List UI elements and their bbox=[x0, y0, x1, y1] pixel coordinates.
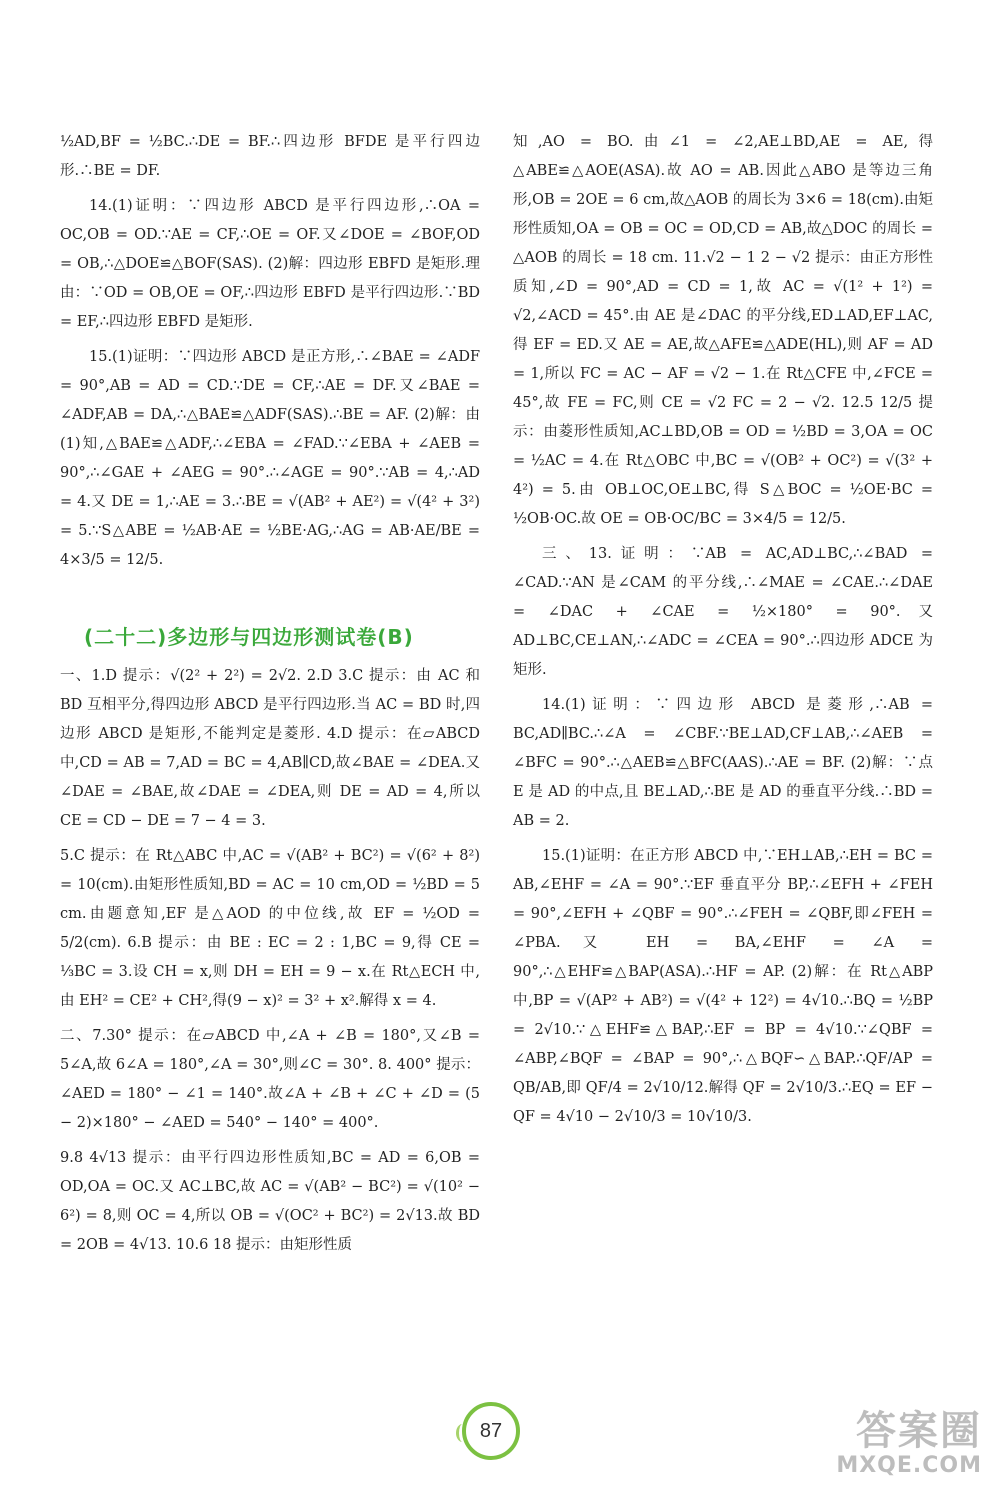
answer-paragraph: 15.(1)证明：∵四边形 ABCD 是正方形,∴∠BAE = ∠ADF = 90°,AB = AD = CD.∵DE = CF,∴AE = DF.又∠BAE = ∠ADF,AB = DA,∴△BAE≌△ADF(SAS).∴BE = AF. (2)解：由(1)知,△BAE≌△ADF,∴∠EBA = ∠FAD.∵∠EBA + ∠AEB = 90°,∴∠GAE + ∠AEG = 90°.∴∠AGE = 90°.∵AB = 4,∴AD = 4.又 DE = 1,∴AE = 3.∴BE = √(AB² + AE²) = √(4² + 3²) = 5.∵S△ABE = ½AB·AE = ½BE·AG,∴AG = AB·AE/BE = 4×3/5 = 12/5. bbox=[60, 349, 480, 568]
answer-paragraph: ½AD,BF = ½BC.∴DE = BF.∴四边形 BFDE 是平行四边形.∴BE = DF. bbox=[60, 134, 480, 179]
answer-paragraph: 一、1.D 提示：√(2² + 2²) = 2√2. 2.D 3.C 提示：由 AC 和 BD 互相平分,得四边形 ABCD 是平行四边形.当 AC = BD 时,四边形 ABCD 是矩形,不能判定是菱形. 4.D 提示：在▱ABCD 中,CD = AB = 7,AD = BC = 4,AB∥CD,故∠BAE = ∠DEA.又∠DAE = ∠BAE,故∠DAE = ∠DEA,则 DE = AD = 4,所以 CE = CD − DE = 7 − 4 = 3. bbox=[60, 668, 480, 829]
watermark bbox=[836, 1409, 982, 1478]
answer-paragraph: 14.(1)证明：∵四边形 ABCD 是菱形,∴AB = BC,AD∥BC.∴∠A = ∠CBF.∵BE⊥AD,CF⊥AB,∴∠AEB = ∠BFC = 90°.∴△AEB≌△BFC(AAS).∴AE = BF. (2)解：∵点 E 是 AD 的中点,且 BE⊥AD,∴BE 是 AD 的垂直平分线.∴BD = AB = 2. bbox=[513, 697, 933, 829]
watermark-logo-text: 答案圈 bbox=[856, 1408, 982, 1454]
section-title: (二十二)多边形与四边形测试卷(B) bbox=[84, 625, 414, 649]
left-column bbox=[60, 128, 480, 1266]
answer-paragraph: 15.(1)证明：在正方形 ABCD 中,∵EH⊥AB,∴EH = BC = AB,∠EHF = ∠A = 90°.∵EF 垂直平分 BP,∴∠EFH + ∠FEH = 90°,∠EFH + ∠QBF = 90°.∴∠FEH = ∠QBF,即∠FEH = ∠PBA.又 EH = BA,∠EHF = ∠A = 90°,∴△EHF≌△BAP(ASA).∴HF = AP. (2)解：在 Rt△ABP 中,BP = √(AP² + AB²) = √(4² + 12²) = 4√10.∴BQ = ½BP = 2√10.∵△EHF≌△BAP,∴EF = BP = 4√10.∵∠QBF = ∠ABP,∠BQF = ∠BAP = 90°,∴△BQF∽△BAP.∴QF/AP = QB/AB,即 QF/4 = 2√10/12.解得 QF = 2√10/3.∴EQ = EF − QF = 4√10 − 2√10/3 = 10√10/3. bbox=[513, 848, 933, 1125]
answer-paragraph: 9.8 4√13 提示：由平行四边形性质知,BC = AD = 6,OB = OD,OA = OC.又 AC⊥BC,故 AC = √(AB² − BC²) = √(10² − 6²) = 8,则 OC = 4,所以 OB = √(OC² + BC²) = 2√13.故 BD = 2OB = 4√13. 10.6 18 提示：由矩形性质 bbox=[60, 1150, 480, 1253]
watermark-url: MXQE.COM bbox=[836, 1453, 982, 1478]
right-column bbox=[513, 128, 933, 1138]
answer-paragraph: 二、7.30° 提示：在▱ABCD 中,∠A + ∠B = 180°,又∠B = 5∠A,故 6∠A = 180°,∠A = 30°,则∠C = 30°. 8. 400° 提示：∠AED = 180° − ∠1 = 140°.故∠A + ∠B + ∠C + ∠D = (5 − 2)×180° − ∠AED = 540° − 140° = 400°. bbox=[60, 1028, 480, 1131]
page-number bbox=[462, 1402, 520, 1460]
answer-paragraph: 14.(1)证明：∵四边形 ABCD 是平行四边形,∴OA = OC,OB = OD.∵AE = CF,∴OE = OF.又∠DOE = ∠BOF,OD = OB,∴△DOE≌△BOF(SAS). (2)解：四边形 EBFD 是矩形.理由：∵OD = OB,OE = OF,∴四边形 EBFD 是平行四边形.∵BD = EF,∴四边形 EBFD 是矩形. bbox=[60, 198, 480, 330]
answer-paragraph: 5.C 提示：在 Rt△ABC 中,AC = √(AB² + BC²) = √(6² + 8²) = 10(cm).由矩形性质知,BD = AC = 10 cm,OD = ½BD = 5 cm.由题意知,EF 是△AOD 的中位线,故 EF = ½OD = 5/2(cm). 6.B 提示：由 BE : EC = 2 : 1,BC = 9,得 CE = ⅓BC = 3.设 CH = x,则 DH = EH = 9 − x.在 Rt△ECH 中,由 EH² = CE² + CH²,得(9 − x)² = 3² + x².解得 x = 4. bbox=[60, 848, 480, 1009]
answer-paragraph: 知,AO = BO.由∠1 = ∠2,AE⊥BD,AE = AE,得△ABE≌△AOE(ASA).故 AO = AB.因此△ABO 是等边三角形,OB = 2OE = 6 cm,故△AOB 的周长为 3×6 = 18(cm).由矩形性质知,OA = OB = OC = OD,CD = AB,故△DOC 的周长 = △AOB 的周长 = 18 cm. 11.√2 − 1 2 − √2 提示：由正方形性质知,∠D = 90°,AD = CD = 1,故 AC = √(1² + 1²) = √2,∠ACD = 45°.由 AE 是∠DAC 的平分线,ED⊥AD,EF⊥AC,得 EF = ED.又 AE = AE,故△AFE≌△ADE(HL),则 AF = AD = 1,所以 FC = AC − AF = √2 − 1.在 Rt△CFE 中,∠FCE = 45°,故 FE = FC,则 CE = √2 FC = 2 − √2. 12.5 12/5 提示：由菱形性质知,AC⊥BD,OB = OD = ½BD = 3,OA = OC = ½AC = 4.在 Rt△OBC 中,BC = √(OB² + OC²) = √(3² + 4²) = 5.由 OB⊥OC,OE⊥BC,得 S△BOC = ½OE·BC = ½OB·OC.故 OE = OB·OC/BC = 3×4/5 = 12/5. bbox=[513, 134, 933, 527]
answer-paragraph: 三、13.证明：∵AB = AC,AD⊥BC,∴∠BAD = ∠CAD.∵AN 是∠CAM 的平分线,∴∠MAE = ∠CAE.∴∠DAE = ∠DAC + ∠CAE = ½×180° = 90°.又 AD⊥BC,CE⊥AN,∴∠ADC = ∠CEA = 90°.∴四边形 ADCE 为矩形. bbox=[513, 546, 933, 678]
page-number-text: 87 bbox=[479, 1419, 503, 1442]
